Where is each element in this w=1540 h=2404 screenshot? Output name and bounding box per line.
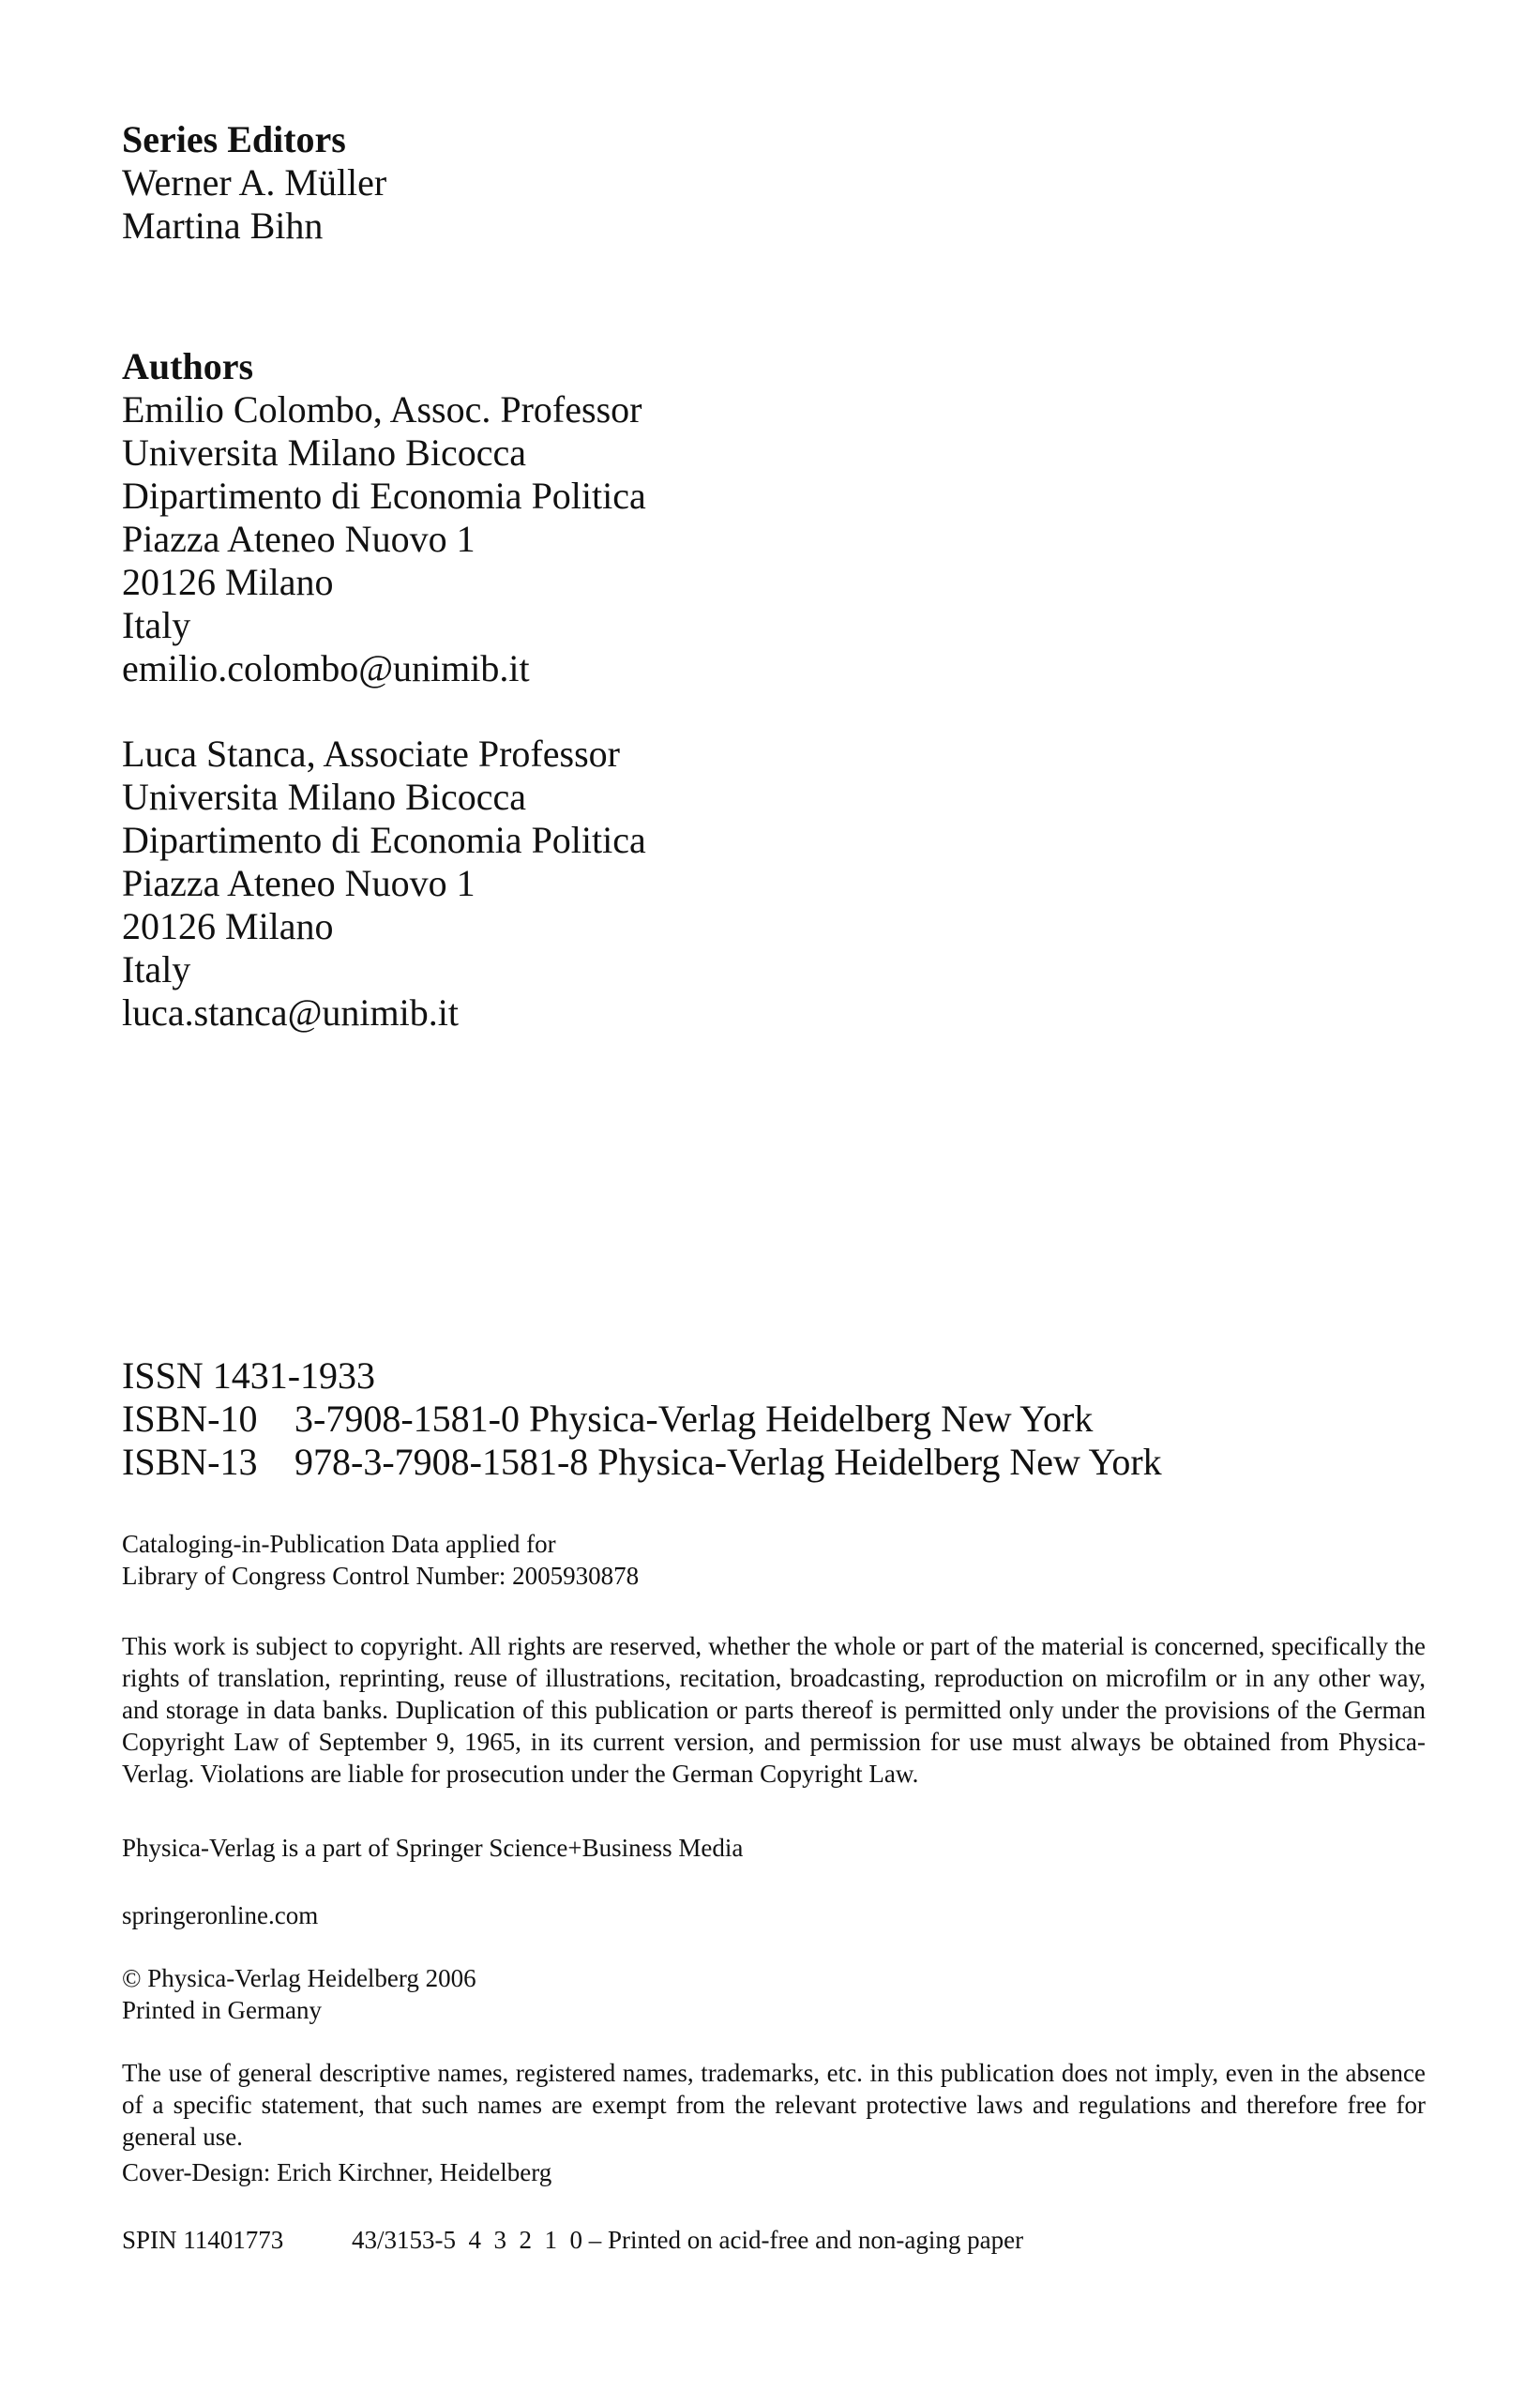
- names-notice: The use of general descriptive names, registered names, trademarks, etc. in this publication does not imply, even in the absence of a specific statement, that such names are exempt from the relevant protective laws and regulations and therefore free for general use.: [122, 2059, 1426, 2151]
- author1-email: emilio.colombo@unimib.it: [122, 647, 530, 689]
- copyright-line: © Physica-Verlag Heidelberg 2006: [122, 1964, 476, 1992]
- loc-control-number: Library of Congress Control Number: 2005930878: [122, 1562, 640, 1590]
- authors-block: [122, 345, 646, 690]
- isbn10-value: 3-7908-1581-0 Physica-Verlag Heidelberg New York: [294, 1398, 1094, 1440]
- authors-heading: Authors: [122, 345, 254, 387]
- author1-university: Universita Milano Bicocca: [122, 431, 526, 474]
- author1-country: Italy: [122, 604, 191, 646]
- isbn13-row: [122, 1441, 1162, 1484]
- spin-printing-info: 43/3153-5 4 3 2 1 0 – Printed on acid-free and non-aging paper: [352, 2226, 1024, 2254]
- author2-street: Piazza Ateneo Nuovo 1: [122, 862, 476, 904]
- author1-department: Dipartimento di Economia Politica: [122, 475, 646, 517]
- isbn10-row: [122, 1398, 1162, 1441]
- cover-design-block: [122, 2156, 551, 2188]
- copyright-notice: This work is subject to copyright. All rights are reserved, whether the whole or part of the material is concerned, specifically the rights of translation, reprinting, reuse of illustrations, recitation, broadcasting, reproduction on microfilm or in any other way, and storage in data banks. Duplication of this publication or parts thereof is permitted only under the provisions of the German Copyright Law of September 9, 1965, in its current version, and permission for use must always be obtained from Physica-Verlag. Violations are liable for prosecution under the German Copyright Law.: [122, 1632, 1426, 1788]
- author1-name: Emilio Colombo, Assoc. Professor: [122, 388, 642, 431]
- author2-university: Universita Milano Bicocca: [122, 776, 526, 818]
- isbn13-value: 978-3-7908-1581-8 Physica-Verlag Heidelberg New York: [294, 1441, 1162, 1483]
- series-editors-block: [122, 118, 386, 248]
- identifiers-block: [122, 1354, 1162, 1484]
- publisher-note-block: [122, 1832, 743, 1864]
- author2-email: luca.stanca@unimib.it: [122, 991, 459, 1034]
- author2-department: Dipartimento di Economia Politica: [122, 819, 646, 861]
- publisher-note: Physica-Verlag is a part of Springer Science+Business Media: [122, 1834, 744, 1862]
- website: springeronline.com: [122, 1901, 319, 1929]
- series-editors-heading: Series Editors: [122, 118, 346, 160]
- cataloging-line: Cataloging-in-Publication Data applied for: [122, 1530, 556, 1558]
- printed-in: Printed in Germany: [122, 1996, 322, 2024]
- cataloging-block: [122, 1528, 639, 1592]
- issn: ISSN 1431-1933: [122, 1354, 376, 1397]
- author2-block: [122, 733, 646, 1035]
- author2-name: Luca Stanca, Associate Professor: [122, 733, 620, 775]
- series-editor-name: Werner A. Müller: [122, 161, 387, 204]
- author1-street: Piazza Ateneo Nuovo 1: [122, 518, 476, 560]
- copyright-year-block: [122, 1962, 476, 2026]
- cover-design: Cover-Design: Erich Kirchner, Heidelberg: [122, 2158, 552, 2186]
- names-notice-block: [122, 2057, 1426, 2153]
- author1-city: 20126 Milano: [122, 561, 334, 603]
- isbn10-label: ISBN-10: [122, 1398, 258, 1440]
- website-block: [122, 1899, 318, 1931]
- spin-code: SPIN 11401773: [122, 2226, 284, 2254]
- isbn13-label: ISBN-13: [122, 1441, 258, 1483]
- author2-country: Italy: [122, 948, 191, 990]
- series-editor-name: Martina Bihn: [122, 204, 324, 247]
- spin-block: [122, 2224, 1023, 2256]
- author2-city: 20126 Milano: [122, 905, 334, 947]
- copyright-notice-block: [122, 1630, 1426, 1790]
